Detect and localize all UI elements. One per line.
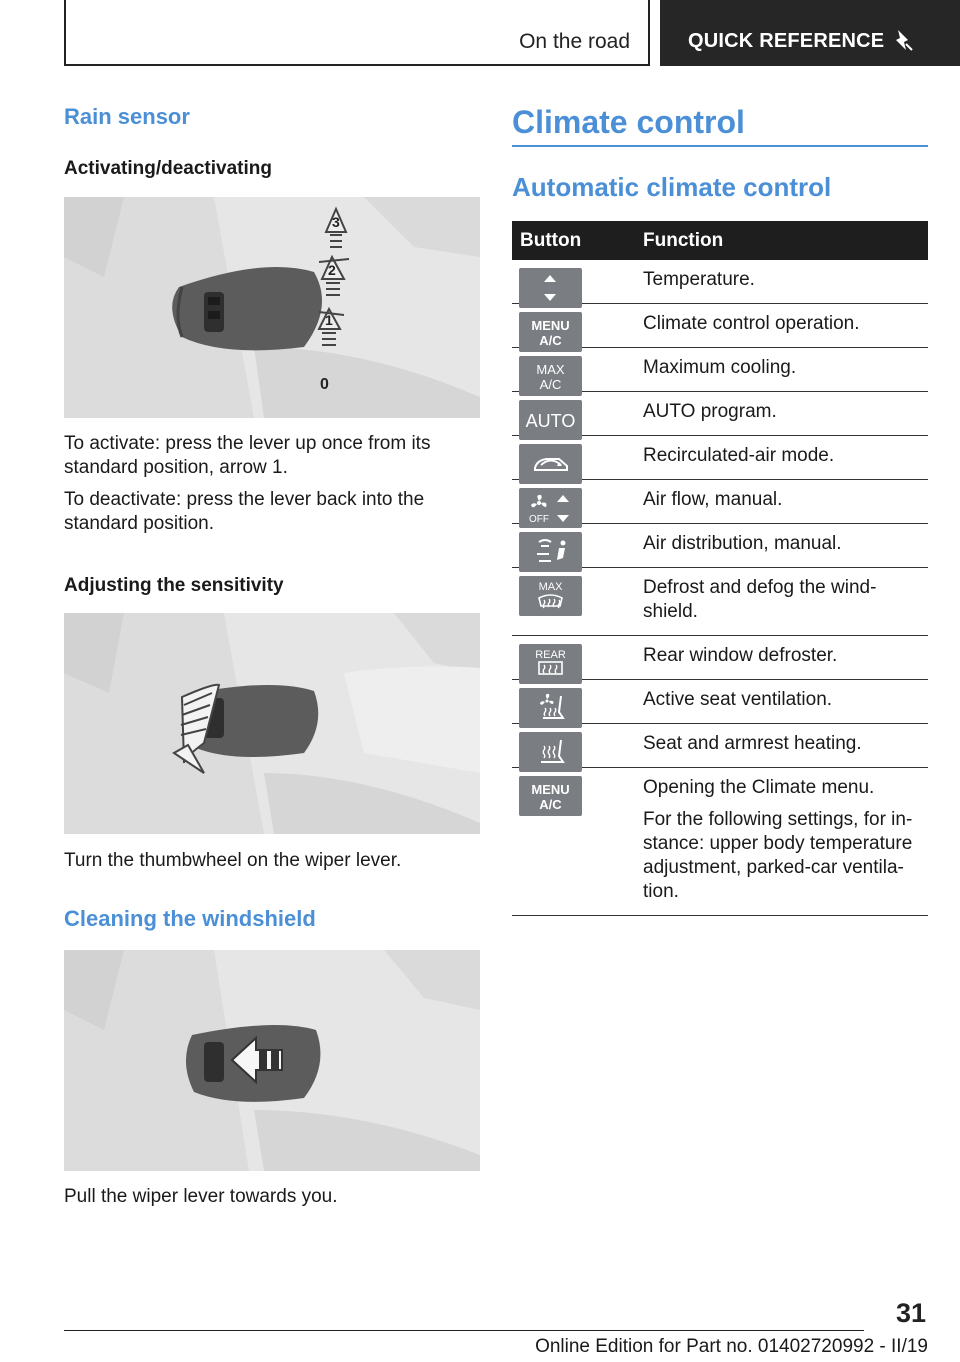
auto-icon <box>519 400 582 440</box>
seat-heating-icon <box>519 732 582 772</box>
edition-footer: Online Edition for Part no. 01402720992 - II/19 <box>535 1336 928 1357</box>
thumbwheel-image <box>64 613 480 834</box>
function-text: Active seat ventilation. <box>643 689 833 710</box>
button-label: MAX <box>536 362 565 377</box>
climate-control-heading: Climate control <box>512 104 745 140</box>
button-label: AUTO <box>525 411 576 431</box>
recirculation-icon <box>519 444 582 484</box>
button-label: MENU <box>531 318 570 333</box>
function-text: Seat and armrest heating. <box>643 733 862 754</box>
table-header <box>512 221 928 260</box>
table-row <box>512 392 928 436</box>
menu-ac-icon <box>519 776 582 816</box>
table-row <box>512 304 928 348</box>
function-line: Opening the Climate menu. <box>643 777 875 798</box>
pull-lever-image <box>64 950 480 1171</box>
rear-defrost-icon <box>519 644 582 684</box>
sensitivity-heading: Adjusting the sensitivity <box>64 575 284 596</box>
lever-position-3: 3 <box>332 214 340 230</box>
max-ac-icon <box>519 356 582 396</box>
menu-ac-icon <box>519 312 582 352</box>
cleaning-text: Pull the wiper lever towards you. <box>64 1186 338 1207</box>
air-distribution-icon <box>519 532 582 572</box>
max-defrost-icon <box>519 576 582 616</box>
function-text: AUTO program. <box>643 401 777 422</box>
pointer-icon <box>894 28 914 57</box>
table-row <box>512 568 928 636</box>
table-row <box>512 724 928 768</box>
table-row <box>512 636 928 680</box>
lever-position-2: 2 <box>328 262 336 278</box>
function-text <box>643 768 928 915</box>
button-label: MAX <box>538 581 563 593</box>
function-text: Maximum cooling. <box>643 357 797 378</box>
function-text: Air distribution, manual. <box>643 533 842 554</box>
function-text: Temperature. <box>643 269 755 290</box>
table-row <box>512 436 928 480</box>
table-row <box>512 348 928 392</box>
lever-position-1: 1 <box>325 312 333 328</box>
automatic-climate-heading: Automatic climate control <box>512 172 832 202</box>
button-label: A/C <box>539 333 562 348</box>
button-label: A/C <box>539 377 562 392</box>
fan-off-icon <box>519 488 582 528</box>
table-row <box>512 524 928 568</box>
activating-heading: Activating/deactivating <box>64 158 272 179</box>
button-label: MENU <box>531 782 570 797</box>
column-header-button: Button <box>520 230 582 251</box>
seat-ventilation-icon <box>519 688 582 728</box>
deactivate-text: To deactivate: press the lever back into the standard position. <box>64 489 425 534</box>
climate-button-table <box>512 221 928 916</box>
table-row <box>512 768 928 916</box>
header-section-box <box>64 0 650 66</box>
button-label: REAR <box>535 649 566 661</box>
cleaning-heading: Cleaning the windshield <box>64 906 316 931</box>
function-text: Air flow, manual. <box>643 489 783 510</box>
temperature-arrows-icon <box>519 268 582 308</box>
function-line: For the following settings, for in-stance: upper body temperature adjustment, parked-car ventila-tion. <box>643 809 913 902</box>
table-row <box>512 480 928 524</box>
lever-position-0: 0 <box>320 376 329 393</box>
climate-heading-rule <box>512 145 928 147</box>
activate-text: To activate: press the lever up once from its standard position, arrow 1. <box>64 433 431 478</box>
table-row <box>512 680 928 724</box>
header-chapter-box <box>660 0 960 66</box>
function-text: Defrost and defog the wind-shield. <box>643 577 877 622</box>
header-section-title: On the road <box>519 30 630 53</box>
function-text: Climate control operation. <box>643 313 860 334</box>
button-label: OFF <box>529 514 549 525</box>
button-label: A/C <box>539 797 562 812</box>
rain-sensor-heading: Rain sensor <box>64 104 190 129</box>
table-row <box>512 260 928 304</box>
function-text: Recirculated-air mode. <box>643 445 835 466</box>
header-chapter-title: QUICK REFERENCE <box>688 30 885 52</box>
column-header-function: Function <box>643 230 724 251</box>
wiper-lever-image <box>64 197 480 418</box>
footer-rule <box>64 1330 864 1331</box>
function-text: Rear window defroster. <box>643 645 838 666</box>
sensitivity-text: Turn the thumbwheel on the wiper lever. <box>64 850 402 871</box>
page-number: 31 <box>895 1298 926 1328</box>
